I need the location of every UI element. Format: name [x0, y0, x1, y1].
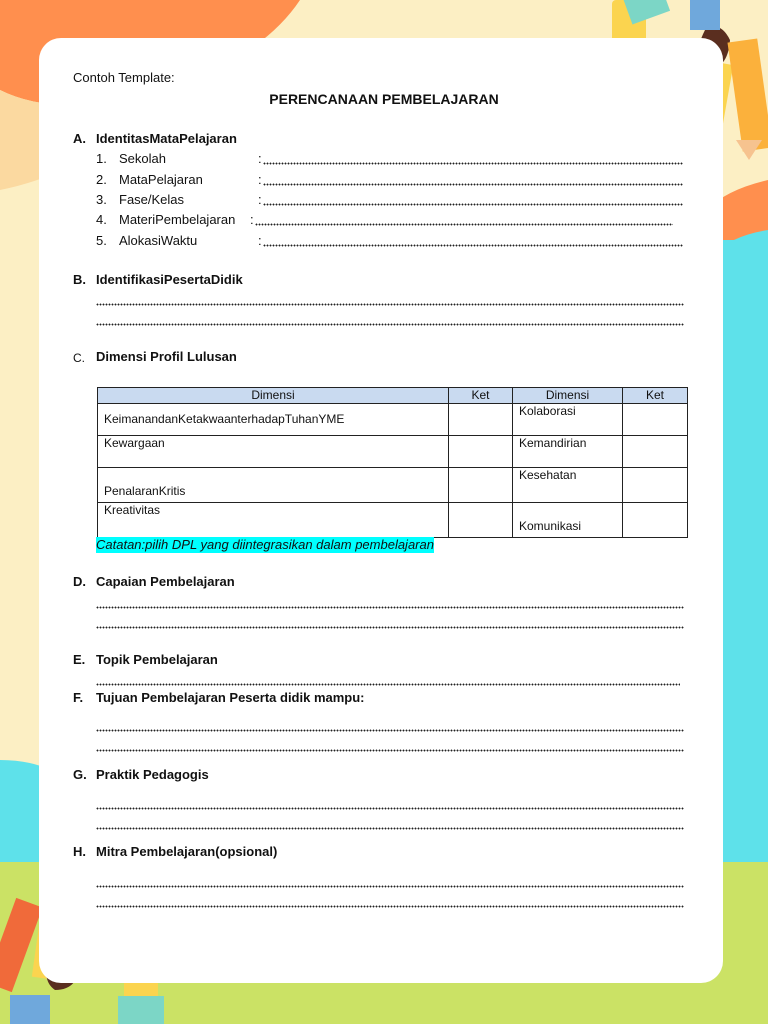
- item-number: 3.: [96, 192, 107, 207]
- ket-cell[interactable]: [449, 503, 513, 538]
- dimensi-cell: PenalaranKritis: [98, 468, 449, 503]
- fill-line[interactable]: [96, 292, 684, 306]
- ket-cell[interactable]: [623, 503, 688, 538]
- section-b-letter: B.: [73, 272, 86, 287]
- dimensi-cell: Kreativitas: [98, 503, 449, 538]
- item-label-alokasi-waktu: AlokasiWaktu: [119, 233, 198, 248]
- dimensi-cell: Kolaborasi: [513, 404, 623, 436]
- item-number: 4.: [96, 212, 107, 227]
- colon: :: [258, 192, 262, 207]
- item-label-sekolah: Sekolah: [119, 151, 166, 166]
- colon: :: [258, 151, 262, 166]
- dpl-note: Catatan:pilih DPL yang diintegrasikan dalam pembelajaran: [96, 537, 434, 552]
- table-header-dimensi: Dimensi: [513, 388, 623, 404]
- colon: :: [258, 233, 262, 248]
- ket-cell[interactable]: [623, 468, 688, 503]
- ket-cell[interactable]: [623, 404, 688, 436]
- dimensi-cell: Kesehatan: [513, 468, 623, 503]
- table-row: [98, 468, 688, 503]
- document-title: PERENCANAAN PEMBELAJARAN: [269, 91, 499, 107]
- section-g-title: Praktik Pedagogis: [96, 767, 209, 782]
- fill-line[interactable]: [96, 312, 684, 326]
- section-g-letter: G.: [73, 767, 87, 782]
- item-label-fase-kelas: Fase/Kelas: [119, 192, 185, 207]
- table-header-ket: Ket: [449, 388, 513, 404]
- item-label-materi: MateriPembelajaran: [119, 212, 236, 227]
- section-b-title: IdentifikasiPesertaDidik: [96, 272, 243, 287]
- section-f-letter: F.: [73, 690, 84, 705]
- fill-line-sekolah[interactable]: [263, 151, 683, 165]
- fill-line[interactable]: [96, 738, 684, 752]
- fill-line-alokasi-waktu[interactable]: [263, 233, 683, 247]
- fill-line[interactable]: [96, 595, 684, 609]
- fill-line-fase-kelas[interactable]: [263, 192, 683, 206]
- item-number: 1.: [96, 151, 107, 166]
- section-a-title: IdentitasMataPelajaran: [96, 131, 237, 146]
- item-number: 2.: [96, 172, 107, 187]
- template-label: Contoh Template:: [73, 70, 175, 85]
- dimensi-cell: Kemandirian: [513, 436, 623, 468]
- section-f-title: Tujuan Pembelajaran Peserta didik mampu:: [96, 690, 365, 705]
- colon: :: [258, 172, 262, 187]
- dimensi-cell: Kewargaan: [98, 436, 449, 468]
- section-h-letter: H.: [73, 844, 86, 859]
- item-label-mata-pelajaran: MataPelajaran: [119, 172, 203, 187]
- colon: :: [250, 212, 254, 227]
- item-number: 5.: [96, 233, 107, 248]
- table-row: [98, 404, 688, 436]
- section-d-title: Capaian Pembelajaran: [96, 574, 235, 589]
- section-h-title: Mitra Pembelajaran(opsional): [96, 844, 278, 859]
- section-d-letter: D.: [73, 574, 86, 589]
- fill-line[interactable]: [96, 615, 684, 629]
- table-header-dimensi: Dimensi: [98, 388, 449, 404]
- table-header-row: [98, 388, 688, 404]
- ket-cell[interactable]: [449, 436, 513, 468]
- fill-line[interactable]: [96, 894, 684, 908]
- ket-cell[interactable]: [449, 468, 513, 503]
- fill-line[interactable]: [96, 718, 684, 732]
- dimensi-profil-table: [97, 387, 688, 538]
- dimensi-cell: KeimanandanKetakwaanterhadapTuhanYME: [98, 404, 449, 436]
- ket-cell[interactable]: [623, 436, 688, 468]
- fill-line-mata-pelajaran[interactable]: [263, 172, 683, 186]
- section-e-letter: E.: [73, 652, 86, 667]
- fill-line-materi[interactable]: [255, 212, 673, 226]
- dimensi-cell: Komunikasi: [513, 503, 623, 538]
- fill-line[interactable]: [96, 672, 680, 686]
- section-a-letter: A.: [73, 131, 86, 146]
- fill-line[interactable]: [96, 874, 684, 888]
- table-header-ket: Ket: [623, 388, 688, 404]
- fill-line[interactable]: [96, 796, 684, 810]
- fill-line[interactable]: [96, 816, 684, 830]
- table-row: [98, 436, 688, 468]
- section-e-title: Topik Pembelajaran: [96, 652, 218, 667]
- table-row: [98, 503, 688, 538]
- ket-cell[interactable]: [449, 404, 513, 436]
- section-c-title: Dimensi Profil Lulusan: [96, 349, 237, 364]
- section-c-letter: C.: [73, 351, 85, 365]
